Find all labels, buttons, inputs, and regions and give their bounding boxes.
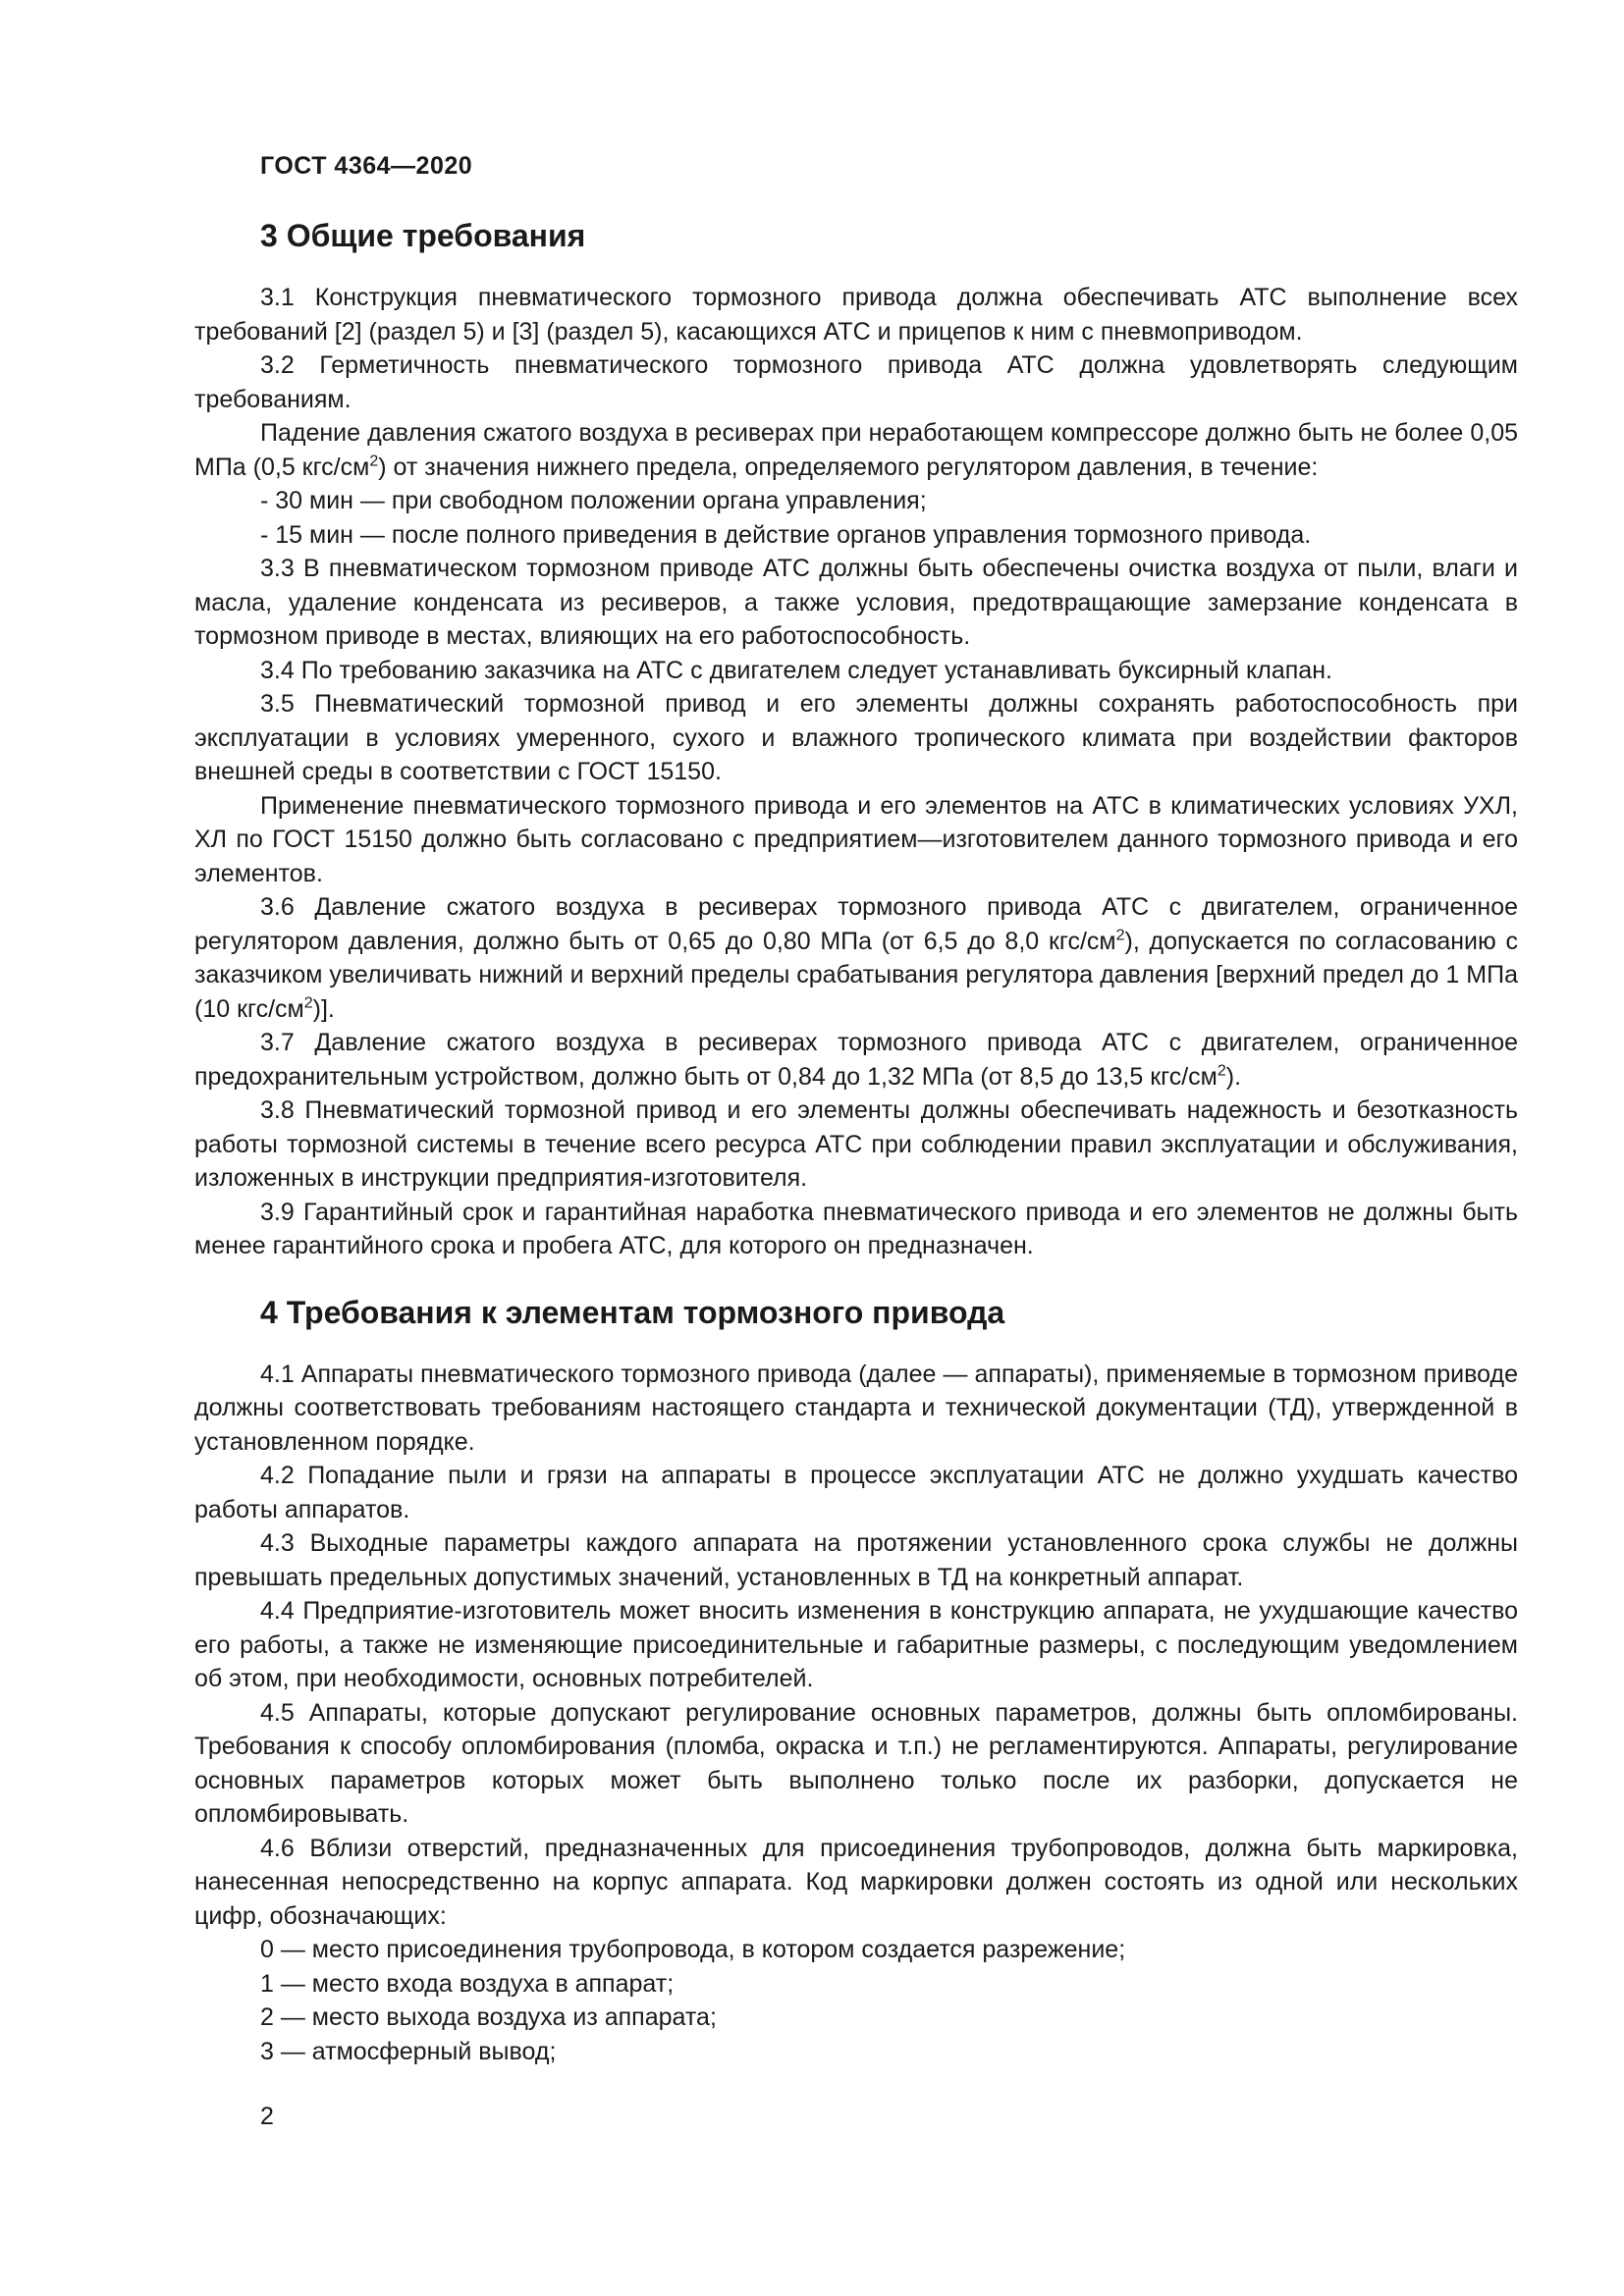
marking-code-1: 1 — место входа воздуха в аппарат; <box>260 1969 675 1998</box>
clause-3-6-text-c: )]. <box>312 994 335 1023</box>
clause-3-2-text-b: ) от значения нижнего предела, определяемого регулятором давления, в течение: <box>378 453 1319 481</box>
document-header: ГОСТ 4364—2020 <box>260 152 473 180</box>
list-item-15-min: - 15 мин — после полного приведения в действие органов управления тормозного привода. <box>260 520 1312 549</box>
clause-3-2-text-a: Падение давления сжатого воздуха в ресиверах при неработающем компрессоре должно быть не более 0,05 МПа (0,5 кгс/см <box>194 419 1518 481</box>
page-content <box>194 216 1518 2068</box>
clause-3-3: 3.3 В пневматическом тормозном приводе АТС должны быть обеспечены очистка воздуха от пыли, влаги и масла, удаление конденсата из ресиверов, а также условия, предотвращающие замерзание конденсата в тормозном приводе в местах, влияющих на его работоспособность. <box>194 555 1518 650</box>
superscript: 2 <box>1115 927 1125 944</box>
superscript: 2 <box>303 994 313 1012</box>
clause-3-6-text-b: ), допускается по согласованию с заказчиком увеличивать нижний и верхний пределы срабатывания регулятора давления [верхний предел до 1 МПа (10 кгс/см <box>194 927 1518 1023</box>
marking-code-0: 0 — место присоединения трубопровода, в котором создается разрежение; <box>260 1936 1126 1963</box>
page-number: 2 <box>260 2103 274 2130</box>
clause-3-6 <box>194 890 1518 1026</box>
list-item-30-min: - 30 мин — при свободном положении органа управления; <box>260 487 927 514</box>
clause-3-5: 3.5 Пневматический тормозной привод и его элементы должны сохранять работоспособность при эксплуатации в условиях умеренного, сухого и влажного тропического климата при воздействии факторов внешней среды в соответствии с ГОСТ 15150. <box>194 690 1518 785</box>
clause-4-1: 4.1 Аппараты пневматического тормозного привода (далее — аппараты), применяемые в тормозном приводе должны соответствовать требованиям настоящего стандарта и технической документации (ТД), утвержденной в установленном порядке. <box>194 1360 1518 1456</box>
clause-4-6: 4.6 Вблизи отверстий, предназначенных для присоединения трубопроводов, должна быть маркировка, нанесенная непосредственно на корпус аппарата. Код маркировки должен состоять из одной или нескольких цифр, обозначающих: <box>194 1834 1518 1930</box>
clause-3-2: 3.2 Герметичность пневматического тормозного привода АТС должна удовлетворять следующим требованиям. <box>194 351 1518 413</box>
clause-4-4: 4.4 Предприятие-изготовитель может вносить изменения в конструкцию аппарата, не ухудшающие качество его работы, а также не изменяющие присоединительные и габаритные размеры, с последующим уведомлением об этом, при необходимости, основных потребителей. <box>194 1597 1518 1692</box>
superscript: 2 <box>369 453 379 470</box>
clause-3-5-climate: Применение пневматического тормозного привода и его элементов на АТС в климатических условиях УХЛ, ХЛ по ГОСТ 15150 должно быть согласовано с предприятием—изготовителем данного тормозного привода и его элементов. <box>194 791 1518 887</box>
clause-3-1: 3.1 Конструкция пневматического тормозного привода должна обеспечивать АТС выполнение всех требований [2] (раздел 5) и [3] (раздел 5), касающихся АТС и прицепов к ним с пневмоприводом. <box>194 284 1518 346</box>
section-4-title: 4 Требования к элементам тормозного привода <box>260 1294 1005 1330</box>
clause-3-7-text-b: ). <box>1225 1062 1242 1091</box>
superscript: 2 <box>1217 1062 1226 1080</box>
clause-3-4: 3.4 По требованию заказчика на АТС с двигателем следует устанавливать буксирный клапан. <box>260 656 1332 684</box>
section-3-title: 3 Общие требования <box>260 218 586 253</box>
clause-4-3: 4.3 Выходные параметры каждого аппарата на протяжении установленного срока службы не должны превышать предельных допустимых значений, установленных в ТД на конкретный аппарат. <box>194 1529 1518 1591</box>
clause-4-2: 4.2 Попадание пыли и грязи на аппараты в процессе эксплуатации АТС не должно ухудшать качество работы аппаратов. <box>194 1462 1518 1523</box>
clause-3-8: 3.8 Пневматический тормозной привод и его элементы должны обеспечивать надежность и безотказность работы тормозной системы в течение всего ресурса АТС при соблюдении правил эксплуатации и обслуживания, изложенных в инструкции предприятия-изготовителя. <box>194 1096 1518 1192</box>
clause-3-2-pressure-drop <box>194 416 1518 484</box>
marking-code-3: 3 — атмосферный вывод; <box>260 2037 557 2065</box>
clause-3-6-text-a: 3.6 Давление сжатого воздуха в ресиверах тормозного привода АТС с двигателем, ограниченное регулятором давления, должно быть от 0,65 до 0,80 МПа (от 6,5 до 8,0 кгс/см <box>194 893 1518 955</box>
clause-4-5: 4.5 Аппараты, которые допускают регулирование основных параметров, должны быть опломбированы. Требования к способу опломбирования (пломба, окраска и т.п.) не регламентируются. Аппараты, регулирование основных параметров которых может быть выполнено только после их разборки, допускается не опломбировывать. <box>194 1698 1518 1828</box>
clause-3-9: 3.9 Гарантийный срок и гарантийная наработка пневматического привода и его элементов не должны быть менее гарантийного срока и пробега АТС, для которого он предназначен. <box>194 1198 1518 1259</box>
clause-3-7 <box>194 1026 1518 1094</box>
marking-code-2: 2 — место выхода воздуха из аппарата; <box>260 2003 717 2031</box>
clause-3-7-text-a: 3.7 Давление сжатого воздуха в ресиверах тормозного привода АТС с двигателем, ограниченное предохранительным устройством, должно быть от 0,84 до 1,32 МПа (от 8,5 до 13,5 кгс/см <box>194 1029 1518 1091</box>
